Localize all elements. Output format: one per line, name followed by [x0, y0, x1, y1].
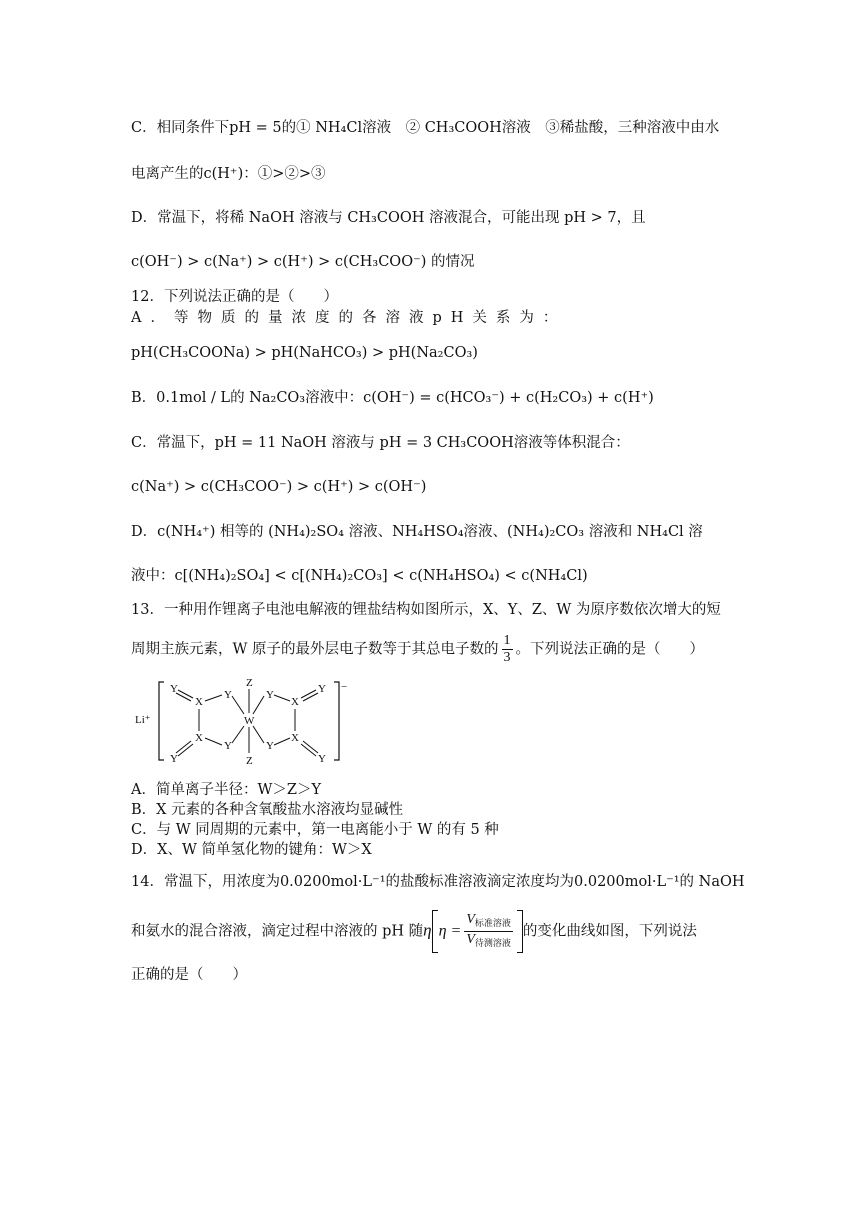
li-label: Li⁺: [135, 714, 151, 726]
atom-z2: Z: [246, 755, 253, 766]
atom-x4: X: [291, 732, 299, 744]
q12-option-a-line1: A．等物质的量浓度的各溶液pH关系为：: [131, 310, 567, 326]
atom-y6: Y: [266, 740, 274, 752]
atom-y8: Y: [318, 753, 326, 765]
atom-y3: Y: [266, 689, 274, 701]
v-numerator: V: [466, 912, 475, 927]
q14-stem-line2-b: 的变化曲线如图，下列说法: [522, 923, 697, 940]
q11-option-d-line2: c(OH⁻) > c(Na⁺) > c(H⁺) > c(CH₃COO⁻) 的情况: [131, 254, 475, 270]
one-third-fraction: [502, 633, 513, 666]
atom-y1: Y: [170, 683, 178, 695]
q13-stem-line2-a: 周期主族元素，W 原子的最外层电子数等于其总电子数的: [131, 641, 499, 658]
q11-option-c-line1: C．相同条件下pH = 5的① NH₄Cl溶液 ② CH₃COOH溶液 ③稀盐酸，三种溶液中由水: [131, 120, 720, 136]
lithium-salt-structure-diagram: [131, 676, 361, 766]
volume-ratio-fraction: [464, 912, 513, 951]
eta-definition-bracket: [432, 910, 523, 953]
q13-option-c: C．与 W 同周期的元素中，第一电离能小于 W 的有 5 种: [131, 822, 499, 838]
q13-stem-line2-b: 。下列说法正确的是（ ）: [515, 641, 705, 658]
q12-option-b: B．0.1mol / L的 Na₂CO₃溶液中：c(OH⁻) = c(HCO₃⁻) + c(H₂CO₃) + c(H⁺): [131, 390, 654, 406]
v-denominator: V: [466, 932, 475, 947]
eta-symbol: η: [423, 920, 432, 940]
q12-option-d-line2: 液中：c[(NH₄)₂SO₄] < c[(NH₄)₂CO₃] < c(NH₄HSO₄) < c(NH₄Cl): [131, 568, 588, 584]
q12-option-a-line2: pH(CH₃COONa) > pH(NaHCO₃) > pH(Na₂CO₃): [131, 345, 478, 361]
q14-stem-line2: [131, 910, 697, 953]
fraction-denominator: 3: [503, 650, 511, 665]
atom-y7: Y: [170, 753, 178, 765]
q13-option-d: D．X、W 简单氢化物的键角：W＞X: [131, 842, 372, 858]
v-numerator-subscript: 标准溶液: [474, 918, 511, 928]
atom-y4: Y: [318, 683, 326, 695]
atom-w: W: [244, 715, 255, 727]
q12-option-d-line1: D．c(NH₄⁺) 相等的 (NH₄)₂SO₄ 溶液、NH₄HSO₄溶液、(NH₄)₂CO₃ 溶液和 NH₄Cl 溶: [131, 524, 703, 540]
q12-option-c-line2: c(Na⁺) > c(CH₃COO⁻) > c(H⁺) > c(OH⁻): [131, 479, 427, 495]
atom-x3: X: [195, 732, 203, 744]
q14-stem-line2-a: 和氨水的混合溶液，滴定过程中溶液的 pH 随: [131, 923, 424, 940]
atom-y2: Y: [224, 689, 232, 701]
atom-x1: X: [195, 696, 203, 708]
anion-charge: −: [341, 681, 348, 693]
q11-option-d-line1: D．常温下，将稀 NaOH 溶液与 CH₃COOH 溶液混合，可能出现 pH > 7，且: [131, 210, 646, 226]
q13-stem-line2: [131, 633, 704, 666]
atom-y5: Y: [224, 740, 232, 752]
q13-option-a: A．简单离子半径：W＞Z＞Y: [131, 782, 322, 798]
atom-z1: Z: [246, 677, 253, 689]
atom-x2: X: [291, 696, 299, 708]
v-denominator-subscript: 待测溶液: [474, 938, 511, 948]
q12-stem: 12．下列说法正确的是（ ）: [131, 289, 338, 305]
fraction-numerator: 1: [503, 633, 511, 648]
q14-stem-line1: 14．常温下，用浓度为0.0200mol·L⁻¹的盐酸标准溶液滴定浓度均为0.0200mol·L⁻¹的 NaOH: [131, 874, 745, 890]
q11-option-c-line2: 电离产生的c(H⁺)：①>②>③: [131, 166, 326, 182]
q13-stem-line1: 13．一种用作锂离子电池电解液的锂盐结构如图所示，X、Y、Z、W 为原序数依次增大的短: [131, 602, 721, 618]
eta-equals: η =: [438, 922, 462, 940]
q14-stem-line3: 正确的是（ ）: [131, 967, 247, 983]
q13-option-b: B．X 元素的各种含氧酸盐水溶液均显碱性: [131, 802, 404, 818]
q12-option-c-line1: C．常温下，pH = 11 NaOH 溶液与 pH = 3 CH₃COOH溶液等体积混合：: [131, 435, 630, 451]
